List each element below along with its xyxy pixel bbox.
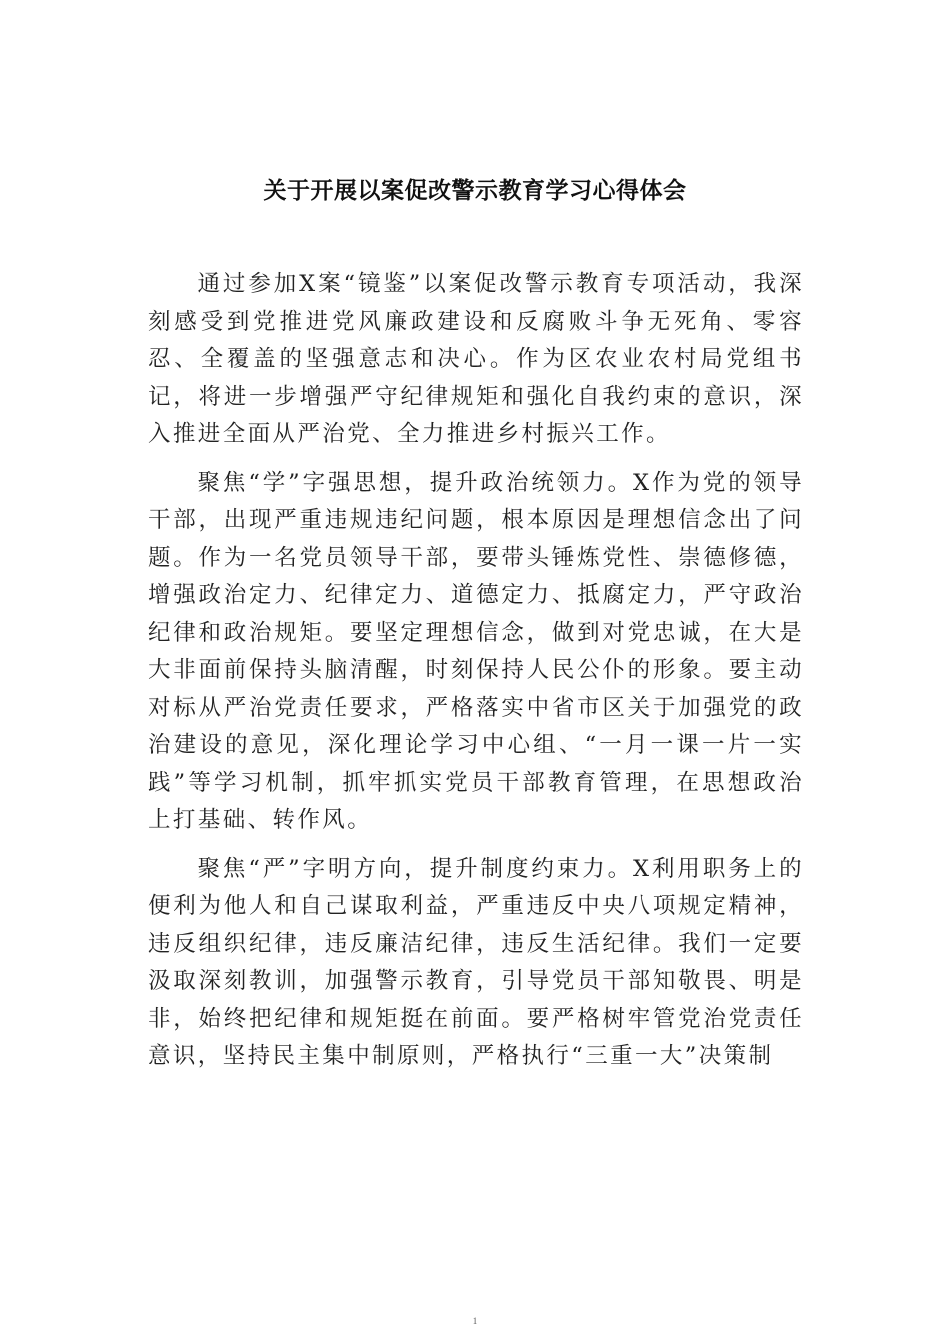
paragraph-study: 聚焦“学”字强思想，提升政治统领力。X作为党的领导干部，出现严重违规违纪问题，根本原因是理想信念出了问题。作为一名党员领导干部，要带头锤炼党性、崇德修德，增强政治定力、纪律定力、道德定力、抵腐定力，严守政治纪律和政治规矩。要坚定理想信念，做到对党忠诚，在大是大非面前保持头脑清醒，时刻保持人民公仆的形象。要主动对标从严治党责任要求，严格落实中省市区关于加强党的政治建设的意见，深化理论学习中心组、“一月一课一片一实践”等学习机制，抓牢抓实党员干部教育管理，在思想政治上打基础、转作风。 xyxy=(148,469,804,833)
document-body xyxy=(148,266,804,1076)
paragraph-discipline: 聚焦“严”字明方向，提升制度约束力。X利用职务上的便利为他人和自己谋取利益，严重违反中央八项规定精神，违反组织纪律，违反廉洁纪律，违反生活纪律。我们一定要汲取深刻教训，加强警示教育，引导党员干部知敬畏、明是非，始终把纪律和规矩挺在前面。要严格树牢管党治党责任意识，坚持民主集中制原则，严格执行“三重一大”决策制 xyxy=(148,855,804,1069)
page-number: 1 xyxy=(472,1316,478,1326)
paragraph-intro: 通过参加X案“镜鉴”以案促改警示教育专项活动，我深刻感受到党推进党风廉政建设和反腐败斗争无死角、零容忍、全覆盖的坚强意志和决心。作为区农业农村局党组书记，将进一步增强严守纪律规矩和强化自我约束的意识，深入推进全面从严治党、全力推进乡村振兴工作。 xyxy=(148,271,804,447)
document-title: 关于开展以案促改警示教育学习心得体会 xyxy=(263,178,687,204)
